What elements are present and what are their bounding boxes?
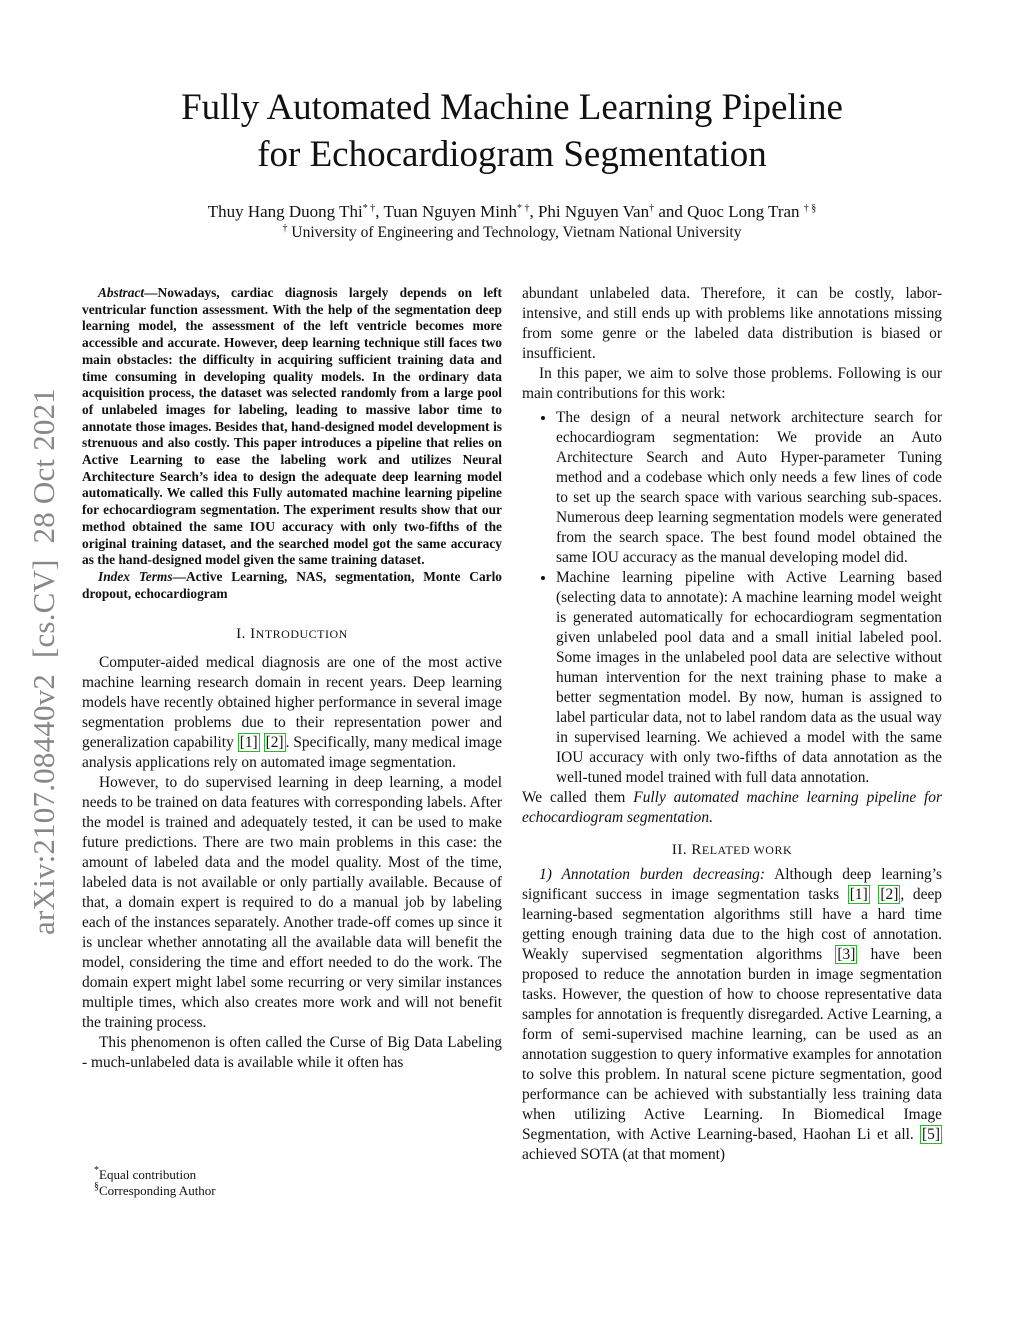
footnotes xyxy=(94,1167,216,1199)
footnote-text: Corresponding Author xyxy=(99,1183,216,1198)
author-list xyxy=(0,201,1024,223)
citation-link[interactable]: [2] xyxy=(880,886,899,903)
text: Although deep learning’s significant success in image segmentation tasks xyxy=(522,866,942,903)
author-mark: * † xyxy=(516,203,530,214)
list-item: • The design of a neural network architecture search for echocardiogram segmentation: We provide an Auto Architecture Search and Auto Hyper-parameter Tuning method and a codebase which only needs a few lines of code to set up the search space with various searching sub-spaces. Numerous deep learning segmentation models were generated from the search space. The best found model obtained the same IOU accuracy as the manual developing model did. xyxy=(556,408,942,568)
footnote-mark: § xyxy=(94,1181,99,1192)
abstract-text: —Nowadays, cardiac diagnosis largely depends on left ventricular function assessment. With the help of the segmentation deep learning model, the assessment of the left ventricle becomes more accessible and accurate. However, deep learning technique still faces two main obstacles: the difficulty in acquiring sufficient training data and time consuming in developing quality models. In the ordinary data acquisition process, the dataset was selected randomly from a large pool of unlabeled images for labeling, leading to massive labor time to annotate those images. Besides that, hand-designed model development is strenuous and also costly. This paper introduces a pipeline that relies on Active Learning to ease the labeling work and utilizes Neural Architecture Search’s idea to design the adequate deep learning model automatically. We called this Fully automated machine learning pipeline for echocardiogram segmentation. The experiment results show that our method obtained the same IOU accuracy with only two-fifths of the original training dataset, and the searched model got the same accuracy as the hand-designed model given the same training dataset. xyxy=(82,285,502,568)
separator: , xyxy=(375,202,384,221)
citation-link[interactable]: [1] xyxy=(849,886,868,903)
intro-paragraph: However, to do supervised learning in deep learning, a model needs to be trained on data features with corresponding labels. After the model is trained and adequately tested, it can be used to make future predictions. There are two main problems in this case: the amount of labeled data and the model quality. Most of the time, labeled data is not available or only partially available. Because of that, a domain expert is required to do a manual job by labeling each of the instances separately. Another trade-off comes up since it is unclear whether annotating all the available data will benefit the model, considering the time and effort needed to do the work. The domain expert might label some recurring or very similar instances multiple times, which also creates more work and will not benefit the training process. xyxy=(82,774,502,1032)
text: We called them xyxy=(522,789,634,806)
index-terms xyxy=(82,569,502,602)
intro-paragraph xyxy=(82,653,502,773)
affiliation-mark: † xyxy=(282,223,288,234)
subsection-label: 1) Annotation burden decreasing: xyxy=(539,866,765,883)
right-column xyxy=(522,284,942,1165)
affiliation-text: University of Engineering and Technology, Vietnam National University xyxy=(291,224,742,241)
citation-link[interactable]: [5] xyxy=(922,1126,940,1143)
intro-paragraph: This phenomenon is often called the Curse of Big Data Labeling - much-unlabeled data is available while it often has xyxy=(82,1034,502,1072)
text: have been proposed to reduce the annotation burden in image segmentation tasks. However, the question of how to choose representative data samples for annotation is frequently disregarded. Active Learning, a form of semi-supervised machine learning, can be used as an annotation suggestion to query informative examples for annotation to solve this problem. In natural scene picture segmentation, good performance can be achieved with substantially less training data when utilizing Active Learning. In Biomedical Image Segmentation, with Active Learning-based, Haohan Li et all. xyxy=(522,946,942,1143)
intro-paragraph-continued: abundant unlabeled data. Therefore, it can be costly, labor-intensive, and still ends up with problems like annotations missing from some genre or the labeled data distribution is biased or insufficient. xyxy=(522,285,942,362)
section-title-cap: I xyxy=(250,626,256,643)
author-mark: * † xyxy=(362,203,376,214)
author: Tuan Nguyen Minh xyxy=(383,202,517,221)
author: Quoc Long Tran xyxy=(687,202,800,221)
citation-link[interactable]: [1] xyxy=(239,734,258,752)
title-line-2: for Echocardiogram Segmentation xyxy=(257,134,767,175)
affiliation xyxy=(0,224,1024,242)
intro-paragraph: In this paper, we aim to solve those problems. Following is our main contributions for this work: xyxy=(522,365,942,402)
author: Phi Nguyen Van xyxy=(537,202,650,221)
section-heading-introduction xyxy=(82,626,502,643)
related-paragraph xyxy=(522,865,942,1165)
footnote-mark: * xyxy=(94,1165,99,1176)
left-column xyxy=(82,285,502,1073)
separator: and xyxy=(654,202,688,221)
index-terms-label: Index Terms xyxy=(98,568,173,584)
footnote xyxy=(94,1183,216,1199)
author: Thuy Hang Duong Thi xyxy=(207,202,363,221)
text: Computer-aided medical diagnosis are one of the most active machine learning research domain in recent years. Deep learning models have recently obtained higher performance in several image segmentation problems due to their representation power and generalization capability xyxy=(82,654,502,752)
citation-link[interactable]: [3] xyxy=(837,946,856,963)
intro-paragraph xyxy=(522,788,942,828)
list-item: • Machine learning pipeline with Active Learning based (selecting data to annotate): A machine learning model weight is generated automatically for echocardiogram segmentation given unlabeled pool data and a small initial labeled pool. Some images in the unlabeled pool data are selective without human intervention for the next training phase to make a better segmentation model. By now, human is assigned to label particular data, not to label random data as the usual way in supervised learning. We achieved a model with the same IOU accuracy with only two-fifths of data annotation as the well-tuned model trained with full data annotation. xyxy=(556,568,942,788)
contribution-list xyxy=(522,408,942,788)
section-heading-related-work xyxy=(522,842,942,859)
arxiv-watermark: arXiv:2107.08440v2 [cs.CV] 28 Oct 2021 xyxy=(26,388,61,935)
index-terms-text: —Active Learning, NAS, segmentation, Monte Carlo dropout, echocardiogram xyxy=(82,568,502,601)
footnote-text: Equal contribution xyxy=(99,1167,197,1182)
paper-title xyxy=(0,84,1024,178)
separator: , xyxy=(529,202,538,221)
section-title-cap: R xyxy=(691,842,702,858)
footnote xyxy=(94,1167,216,1183)
author-mark: † xyxy=(649,203,655,214)
section-title-rest: ELATED WORK xyxy=(701,843,793,857)
abstract xyxy=(82,285,502,569)
text: . Specifically, many medical image analysis applications rely on automated image segmentation. xyxy=(82,734,502,772)
text: achieved SOTA (at that moment) xyxy=(522,1146,726,1163)
section-title-rest: NTRODUCTION xyxy=(255,627,348,642)
text-italic: Fully automated machine learning pipeline for echocardiogram segmentation. xyxy=(522,789,942,826)
title-line-1: Fully Automated Machine Learning Pipeline xyxy=(181,87,843,128)
section-number: II. xyxy=(671,842,692,858)
text: , deep learning-based segmentation algorithms still have a hard time getting enough training data due to the high cost of annotation. Weakly supervised segmentation algorithms xyxy=(522,886,942,963)
author-mark: † § xyxy=(803,203,817,214)
section-number: I. xyxy=(236,626,251,643)
citation-link[interactable]: [2] xyxy=(265,734,284,752)
abstract-label: Abstract xyxy=(98,285,145,300)
